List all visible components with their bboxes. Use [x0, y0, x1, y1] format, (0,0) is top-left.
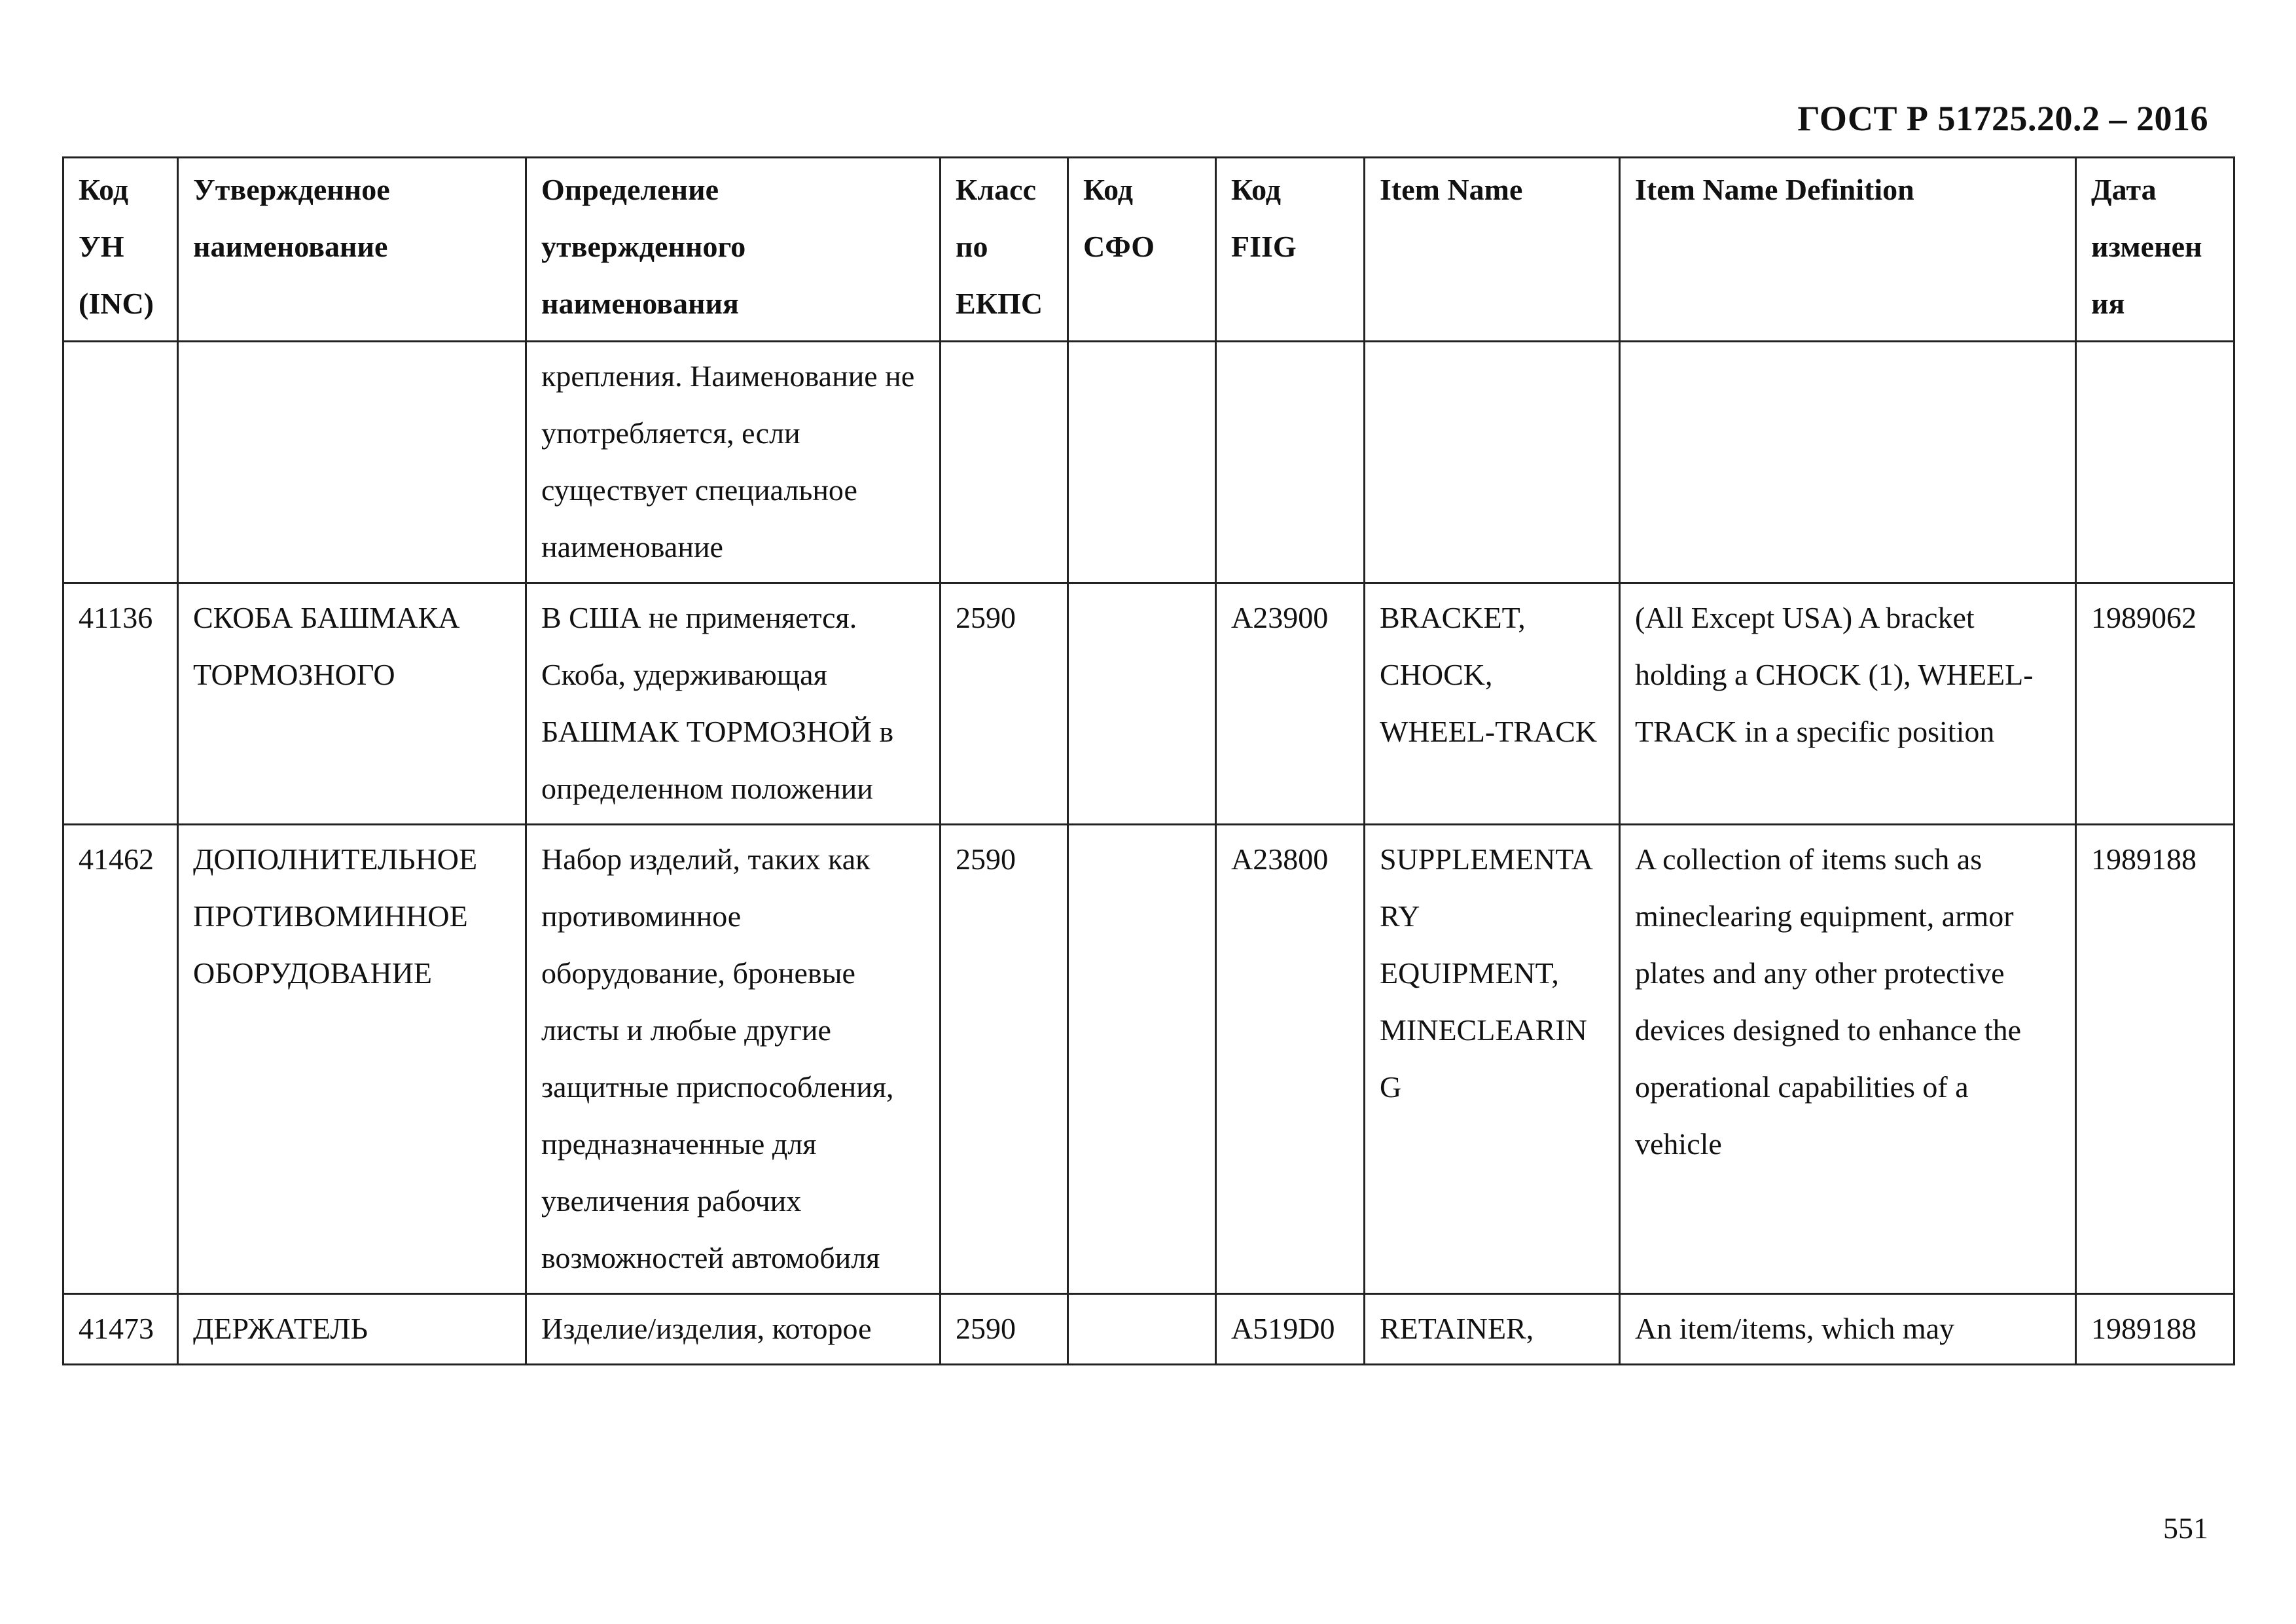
cell-inc: 41462 — [63, 825, 178, 1294]
cell-class — [941, 342, 1068, 583]
cell-item-definition: An item/items, which may — [1620, 1294, 2076, 1365]
cell-definition: крепления. Наименование не употребляется, если существует специальное наименование — [526, 342, 941, 583]
cell-date: 1989062 — [2076, 583, 2234, 825]
cell-item-name — [1365, 342, 1620, 583]
col-header-date: Дата изменения — [2076, 158, 2234, 342]
document-title: ГОСТ Р 51725.20.2 – 2016 — [1797, 99, 2208, 138]
page-number: 551 — [2163, 1511, 2208, 1545]
cell-approved-name: ДЕРЖАТЕЛЬ — [178, 1294, 526, 1365]
cell-sfo — [1068, 825, 1216, 1294]
col-header-item-name: Item Name — [1365, 158, 1620, 342]
col-header-fiig: Код FIIG — [1216, 158, 1365, 342]
cell-date — [2076, 342, 2234, 583]
table-row — [63, 825, 2234, 1294]
cell-inc: 41473 — [63, 1294, 178, 1365]
gost-classifier-table — [62, 156, 2235, 1365]
cell-definition: Изделие/изделия, которое — [526, 1294, 941, 1365]
cell-item-name: SUPPLEMENTARY EQUIPMENT, MINECLEARING — [1365, 825, 1620, 1294]
cell-inc: 41136 — [63, 583, 178, 825]
cell-inc — [63, 342, 178, 583]
cell-class: 2590 — [941, 1294, 1068, 1365]
cell-date: 1989188 — [2076, 1294, 2234, 1365]
cell-class: 2590 — [941, 583, 1068, 825]
col-header-inc: Код УН (INC) — [63, 158, 178, 342]
cell-sfo — [1068, 1294, 1216, 1365]
cell-fiig: A23900 — [1216, 583, 1365, 825]
cell-approved-name — [178, 342, 526, 583]
cell-approved-name: СКОБА БАШМАКА ТОРМОЗНОГО — [178, 583, 526, 825]
table-row — [63, 1294, 2234, 1365]
cell-fiig: A23800 — [1216, 825, 1365, 1294]
table-header-row — [63, 158, 2234, 342]
col-header-item-definition: Item Name Definition — [1620, 158, 2076, 342]
cell-fiig: A519D0 — [1216, 1294, 1365, 1365]
cell-item-definition — [1620, 342, 2076, 583]
cell-definition: Набор изделий, таких как противоминное оборудование, броневые листы и любые другие защитные приспособления, предназначенные для увеличения рабочих возможностей автомобиля — [526, 825, 941, 1294]
cell-definition: В США не применяется. Скоба, удерживающая БАШМАК ТОРМОЗНОЙ в определенном положении — [526, 583, 941, 825]
cell-fiig — [1216, 342, 1365, 583]
cell-class: 2590 — [941, 825, 1068, 1294]
col-header-class: Класс по ЕКПС — [941, 158, 1068, 342]
cell-sfo — [1068, 583, 1216, 825]
cell-item-name: RETAINER, — [1365, 1294, 1620, 1365]
col-header-sfo: Код СФО — [1068, 158, 1216, 342]
cell-approved-name: ДОПОЛНИТЕЛЬНОЕ ПРОТИВОМИННОЕ ОБОРУДОВАНИЕ — [178, 825, 526, 1294]
table-row — [63, 342, 2234, 583]
col-header-definition: Определение утвержденного наименования — [526, 158, 941, 342]
cell-date: 1989188 — [2076, 825, 2234, 1294]
table-row — [63, 583, 2234, 825]
cell-item-definition: A collection of items such as mineclearing equipment, armor plates and any other protective devices designed to enhance the operational capabilities of a vehicle — [1620, 825, 2076, 1294]
cell-item-name: BRACKET, CHOCK, WHEEL-TRACK — [1365, 583, 1620, 825]
col-header-approved-name: Утвержденное наименование — [178, 158, 526, 342]
cell-item-definition: (All Except USA) A bracket holding a CHOCK (1), WHEEL-TRACK in a specific position — [1620, 583, 2076, 825]
cell-sfo — [1068, 342, 1216, 583]
